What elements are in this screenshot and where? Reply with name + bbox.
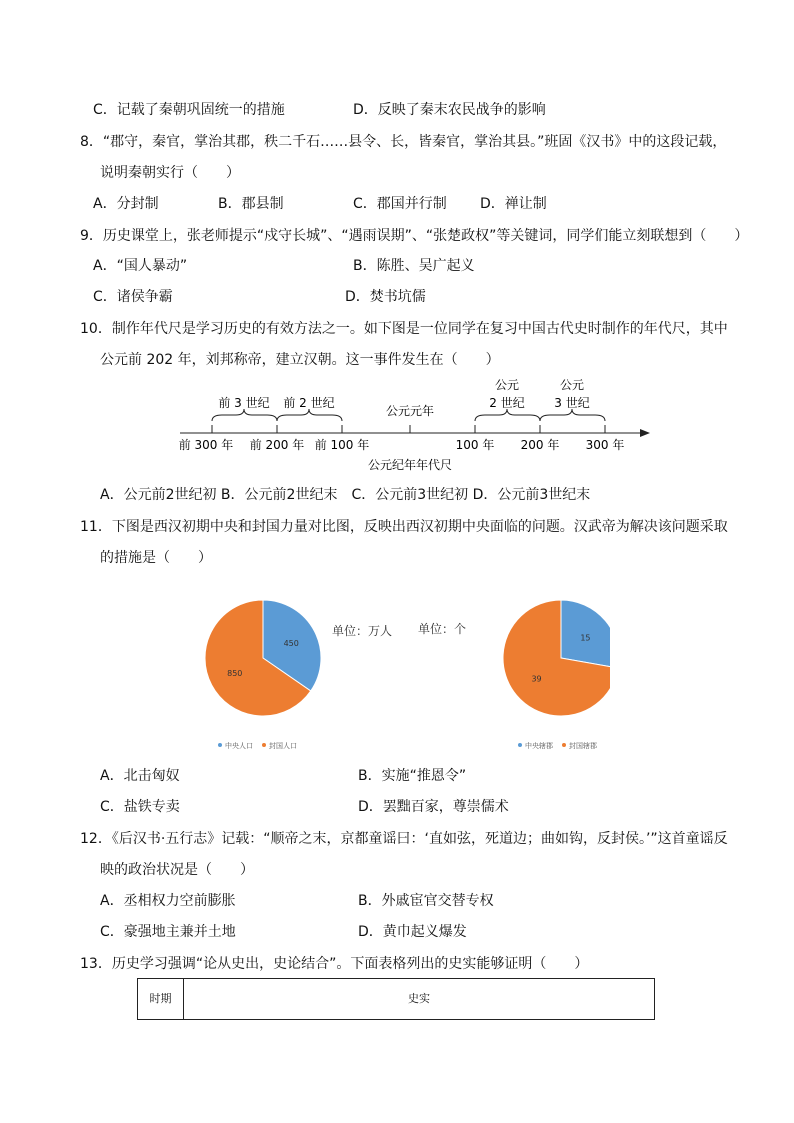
pie-data-label: 39: [531, 674, 542, 684]
tick-label: 前 300 年: [178, 438, 234, 452]
century-brace: [475, 409, 540, 421]
q7-option-d: D．反映了秦末农民战争的影响: [353, 102, 546, 118]
q12-option-a: A．丞相权力空前膨胀: [100, 893, 236, 909]
q11-option-b: B．实施“推恩令”: [358, 768, 467, 784]
q13-table: [137, 978, 655, 1020]
q8-stem-line2: 说明秦朝实行（ ）: [100, 165, 240, 181]
legend-label: 封国人口: [269, 742, 297, 750]
legend-marker: [262, 743, 266, 747]
legend-label: 封国辖郡: [569, 742, 597, 750]
pie-data-label: 850: [227, 668, 243, 678]
century-label: 2 世纪: [489, 396, 525, 410]
century-brace: [277, 409, 342, 421]
q12-option-b: B．外戚宦官交替专权: [358, 893, 494, 909]
century-label-line1: 公元: [494, 378, 520, 392]
q12-option-c: C．豪强地主兼并土地: [100, 924, 236, 940]
legend-label: 中央人口: [225, 742, 253, 750]
table-header-facts: 史实: [408, 992, 430, 1005]
timeline-arrow-icon: [640, 429, 650, 437]
unit-label-right: 单位：个: [418, 622, 467, 636]
pie-charts: [190, 590, 610, 755]
q12-stem-line2: 映的政治状况是（ ）: [100, 862, 254, 878]
tick-label: 前 100 年: [314, 438, 370, 452]
q13-stem: 13．历史学习强调“论从史出，史论结合”。下面表格列出的史实能够证明（ ）: [80, 956, 589, 972]
q9-option-c: C．诸侯争霸: [93, 289, 173, 305]
q10-stem-line2: 公元前 202 年，刘邦称帝，建立汉朝。这一事件发生在（ ）: [100, 352, 500, 368]
q8-option-b: B．郡县制: [218, 196, 284, 212]
q10-stem-line1: 10．制作年代尺是学习历史的有效方法之一。如下图是一位同学在复习中国古代史时制作的年代尺，其中: [80, 321, 728, 337]
table-header-period: 时期: [138, 979, 184, 1019]
q8-stem-line1: 8．“郡守，秦官，掌治其郡，秩二千石……县令、长，皆秦官，掌治其县。”班固《汉书》中的这段记载，: [80, 134, 727, 150]
q11-stem-line2: 的措施是（ ）: [100, 550, 212, 566]
legend-marker: [218, 743, 222, 747]
century-label: 3 世纪: [554, 396, 590, 410]
pie-data-label: 450: [283, 639, 299, 649]
timeline-figure: [170, 375, 660, 475]
pie-data-label: 15: [580, 633, 591, 643]
q11-option-a: A．北击匈奴: [100, 768, 180, 784]
tick-label: 200 年: [520, 438, 560, 452]
tick-label: 300 年: [585, 438, 625, 452]
q8-option-d: D．禅让制: [480, 196, 547, 212]
q11-option-d: D．罢黜百家，尊崇儒术: [358, 799, 509, 815]
q9-option-a: A．“国人暴动”: [93, 258, 188, 274]
legend-marker: [562, 743, 566, 747]
legend-marker: [518, 743, 522, 747]
q9-option-b: B．陈胜、吴广起义: [353, 258, 475, 274]
century-brace: [540, 409, 605, 421]
timeline-title: 公元纪年年代尺: [367, 458, 453, 472]
timeline-center-label: 公元元年: [385, 404, 435, 418]
q12-option-d: D．黄巾起义爆发: [358, 924, 467, 940]
tick-label: 100 年: [455, 438, 495, 452]
q12-stem-line1: 12．《后汉书·五行志》记载：“顺帝之末，京都童谣曰：‘直如弦，死道边；曲如钩，反封侯。’”这首童谣反: [80, 831, 728, 847]
century-label: 前 3 世纪: [218, 396, 270, 410]
q10-options: A．公元前2世纪初 B．公元前2世纪末 C．公元前3世纪初 D．公元前3世纪末: [100, 487, 591, 503]
q8-option-c: C．郡国并行制: [353, 196, 447, 212]
q7-option-c: C．记载了秦朝巩固统一的措施: [93, 102, 285, 118]
century-brace: [212, 409, 277, 421]
century-label: 前 2 世纪: [283, 396, 335, 410]
unit-label-left: 单位：万人: [332, 624, 393, 638]
q8-option-a: A．分封制: [93, 196, 159, 212]
century-label-line1: 公元: [559, 378, 585, 392]
q9-option-d: D．焚书坑儒: [345, 289, 426, 305]
q11-stem-line1: 11．下图是西汉初期中央和封国力量对比图，反映出西汉初期中央面临的问题。汉武帝为解决该问题采取: [80, 519, 728, 535]
q11-option-c: C．盐铁专卖: [100, 799, 180, 815]
legend-label: 中央辖郡: [525, 742, 553, 750]
tick-label: 前 200 年: [249, 438, 305, 452]
q9-stem: 9．历史课堂上，张老师提示“戍守长城”、“遇雨误期”、“张楚政权”等关键词，同学们能立刻联想到（ ）: [80, 228, 749, 244]
